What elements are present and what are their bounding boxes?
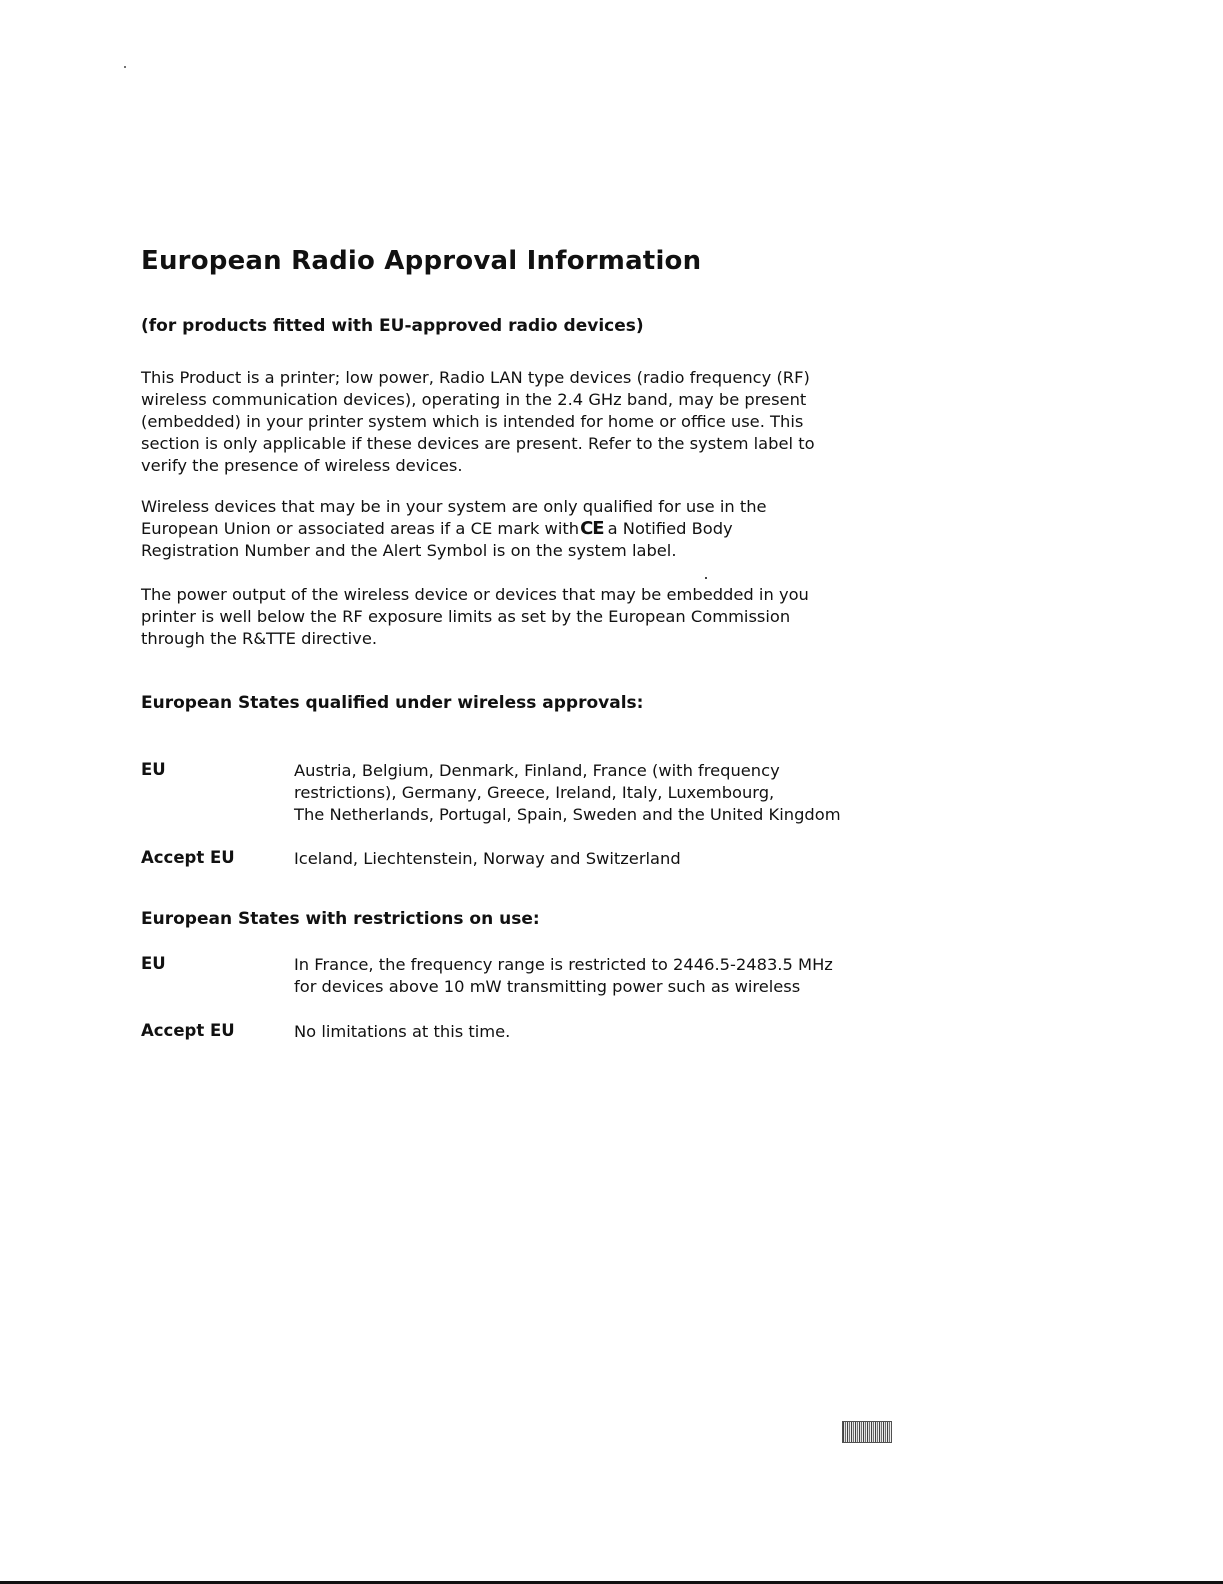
text-line: verify the presence of wireless devices. [141,456,463,475]
text-line: for devices above 10 mW transmitting power such as wireless [294,977,801,996]
text-line: Registration Number and the Alert Symbol is on the system label. [141,541,677,560]
text-line: through the R&TTE directive. [141,629,378,648]
row-label-accept-eu: Accept EU [141,1021,235,1040]
ce-mark-icon: CE [580,518,604,539]
text-line: No limitations at this time. [294,1022,511,1041]
row-label-eu: EU [141,954,166,973]
text-line [141,518,901,540]
row-text-accept-eu-countries [294,848,681,870]
text-line: printer is well below the RF exposure limits as set by the European Commission [141,607,791,626]
row-text-eu-restriction [294,954,833,998]
text-line: wireless communication devices), operating in the 2.4 GHz band, may be present [141,390,807,409]
text-line: Iceland, Liechtenstein, Norway and Switzerland [294,849,681,868]
text-line: Wireless devices that may be in your system are only qualified for use in the [141,497,767,516]
text-line: The Netherlands, Portugal, Spain, Sweden and the United Kingdom [294,805,841,824]
row-text-accept-eu-restriction [294,1021,510,1043]
barcode-stamp-icon [842,1421,892,1443]
page-subtitle: (for products fitted with EU-approved radio devices) [141,316,644,336]
row-label-accept-eu: Accept EU [141,848,235,867]
paragraph-intro [141,367,901,477]
page-title: European Radio Approval Information [141,246,702,276]
scan-speck [124,66,126,68]
paragraph-power-output [141,584,901,650]
section-heading-qualified: European States qualified under wireless approvals: [141,693,644,713]
text-line: restrictions), Germany, Greece, Ireland, Italy, Luxembourg, [294,783,775,802]
section-heading-restrictions: European States with restrictions on use: [141,909,540,929]
row-label-eu: EU [141,760,166,779]
text-fragment: European Union or associated areas if a CE mark with [141,519,580,538]
text-fragment: a Notified Body [607,519,733,538]
text-line: In France, the frequency range is restricted to 2446.5-2483.5 MHz [294,955,833,974]
text-line: Austria, Belgium, Denmark, Finland, France (with frequency [294,761,780,780]
row-text-eu-countries [294,760,841,826]
scan-speck [705,577,707,579]
paragraph-ce-mark [141,496,901,562]
text-line: (embedded) in your printer system which is intended for home or office use. This [141,412,804,431]
text-line: The power output of the wireless device or devices that may be embedded in you [141,585,809,604]
text-line: section is only applicable if these devices are present. Refer to the system label to [141,434,815,453]
text-line: This Product is a printer; low power, Radio LAN type devices (radio frequency (RF) [141,368,810,387]
